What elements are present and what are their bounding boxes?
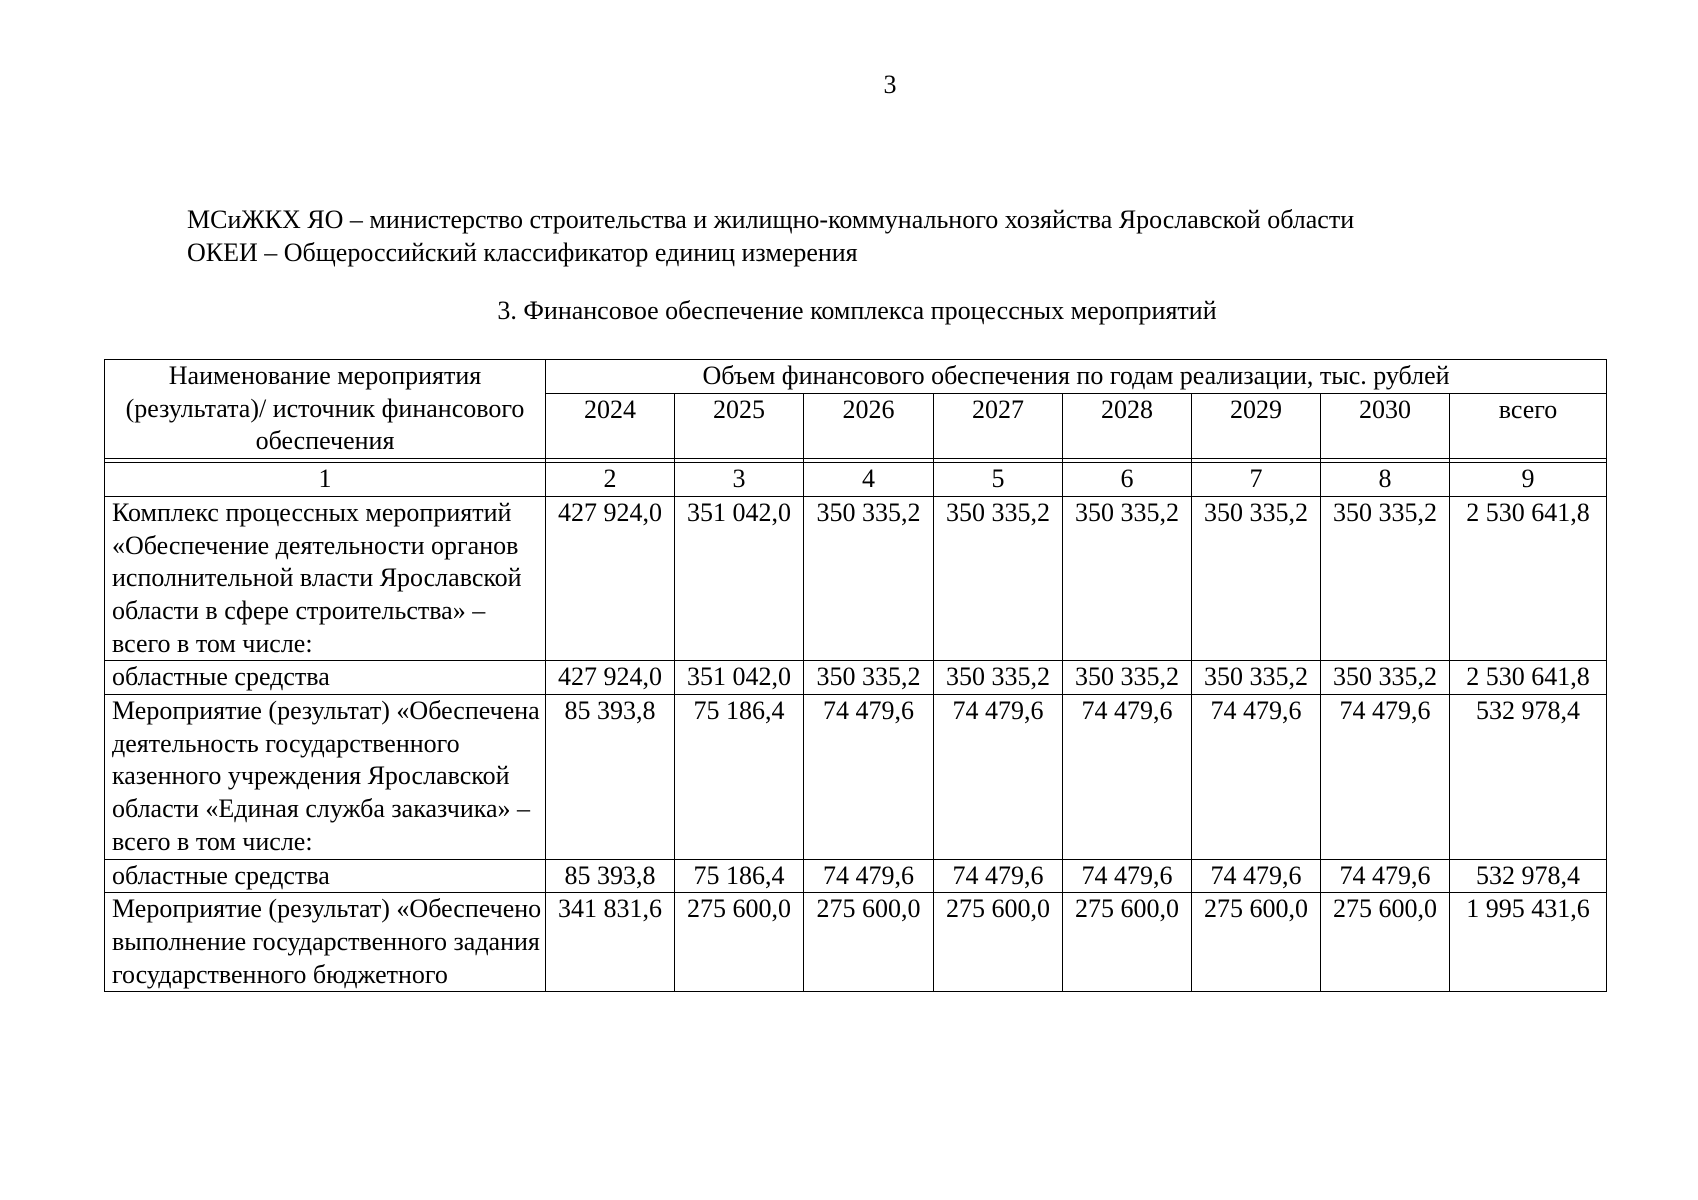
total-cell: 532 978,4 xyxy=(1450,859,1607,893)
value-cell: 350 335,2 xyxy=(804,496,934,661)
column-number: 9 xyxy=(1450,463,1607,497)
value-cell: 350 335,2 xyxy=(934,496,1063,661)
value-cell: 74 479,6 xyxy=(1192,859,1321,893)
value-cell: 275 600,0 xyxy=(1063,893,1192,992)
name-column-header: Наименование мероприятия (результата)/ источник финансового обеспечения xyxy=(105,360,546,459)
value-cell: 351 042,0 xyxy=(675,496,804,661)
year-header: 2027 xyxy=(934,394,1063,459)
value-cell: 74 479,6 xyxy=(934,859,1063,893)
value-cell: 74 479,6 xyxy=(1192,695,1321,860)
row-name: областные средства xyxy=(105,661,546,695)
value-cell: 351 042,0 xyxy=(675,661,804,695)
value-cell: 74 479,6 xyxy=(804,695,934,860)
year-header: 2026 xyxy=(804,394,934,459)
value-cell: 74 479,6 xyxy=(1321,695,1450,860)
value-cell: 275 600,0 xyxy=(675,893,804,992)
value-cell: 74 479,6 xyxy=(1321,859,1450,893)
year-header: 2025 xyxy=(675,394,804,459)
year-header: 2029 xyxy=(1192,394,1321,459)
page-number: 3 xyxy=(883,70,897,99)
table-row xyxy=(105,695,1607,860)
total-header: всего xyxy=(1450,394,1607,459)
column-number: 5 xyxy=(934,463,1063,497)
value-cell: 74 479,6 xyxy=(1063,859,1192,893)
value-cell: 74 479,6 xyxy=(804,859,934,893)
value-cell: 350 335,2 xyxy=(1192,496,1321,661)
value-cell: 350 335,2 xyxy=(804,661,934,695)
total-cell: 2 530 641,8 xyxy=(1450,496,1607,661)
abbreviation-line: ОКЕИ – Общероссийский классификатор единиц измерения xyxy=(187,238,858,267)
value-cell: 275 600,0 xyxy=(934,893,1063,992)
column-number-row xyxy=(105,463,1607,497)
value-cell: 85 393,8 xyxy=(546,859,675,893)
section-title: 3. Финансовое обеспечение комплекса процессных мероприятий xyxy=(497,296,1217,325)
value-cell: 341 831,6 xyxy=(546,893,675,992)
volume-header: Объем финансового обеспечения по годам реализации, тыс. рублей xyxy=(546,360,1607,394)
total-cell: 532 978,4 xyxy=(1450,695,1607,860)
table-row xyxy=(105,893,1607,992)
row-name: Мероприятие (результат) «Обеспечено выполнение государственного задания государственного бюджетного xyxy=(105,893,546,992)
column-number: 8 xyxy=(1321,463,1450,497)
year-header: 2030 xyxy=(1321,394,1450,459)
value-cell: 350 335,2 xyxy=(1063,661,1192,695)
value-cell: 350 335,2 xyxy=(1063,496,1192,661)
value-cell: 350 335,2 xyxy=(1321,661,1450,695)
financing-table-container xyxy=(104,359,1606,992)
column-number: 4 xyxy=(804,463,934,497)
table-row xyxy=(105,661,1607,695)
column-number: 1 xyxy=(105,463,546,497)
abbreviation-line: МСиЖКХ ЯО – министерство строительства и жилищно-коммунального хозяйства Ярославской области xyxy=(187,205,1355,234)
header-row xyxy=(105,360,1607,394)
value-cell: 350 335,2 xyxy=(1321,496,1450,661)
column-number: 6 xyxy=(1063,463,1192,497)
row-name: областные средства xyxy=(105,859,546,893)
value-cell: 74 479,6 xyxy=(1063,695,1192,860)
financing-table xyxy=(104,359,1607,992)
year-header: 2024 xyxy=(546,394,675,459)
year-header: 2028 xyxy=(1063,394,1192,459)
total-cell: 2 530 641,8 xyxy=(1450,661,1607,695)
table-row xyxy=(105,859,1607,893)
value-cell: 275 600,0 xyxy=(1321,893,1450,992)
total-cell: 1 995 431,6 xyxy=(1450,893,1607,992)
value-cell: 74 479,6 xyxy=(934,695,1063,860)
value-cell: 75 186,4 xyxy=(675,695,804,860)
column-number: 7 xyxy=(1192,463,1321,497)
value-cell: 427 924,0 xyxy=(546,661,675,695)
column-number: 2 xyxy=(546,463,675,497)
value-cell: 275 600,0 xyxy=(804,893,934,992)
value-cell: 427 924,0 xyxy=(546,496,675,661)
abbreviation-list xyxy=(187,203,1354,269)
value-cell: 350 335,2 xyxy=(934,661,1063,695)
table-row xyxy=(105,496,1607,661)
row-name: Комплекс процессных мероприятий «Обеспечение деятельности органов исполнительной власти Ярославской области в сфере строительства» – всего в том числе: xyxy=(105,496,546,661)
value-cell: 275 600,0 xyxy=(1192,893,1321,992)
value-cell: 75 186,4 xyxy=(675,859,804,893)
row-name: Мероприятие (результат) «Обеспечена деятельность государственного казенного учреждения Ярославской области «Единая служба заказчика» – всего в том числе: xyxy=(105,695,546,860)
value-cell: 85 393,8 xyxy=(546,695,675,860)
column-number: 3 xyxy=(675,463,804,497)
value-cell: 350 335,2 xyxy=(1192,661,1321,695)
